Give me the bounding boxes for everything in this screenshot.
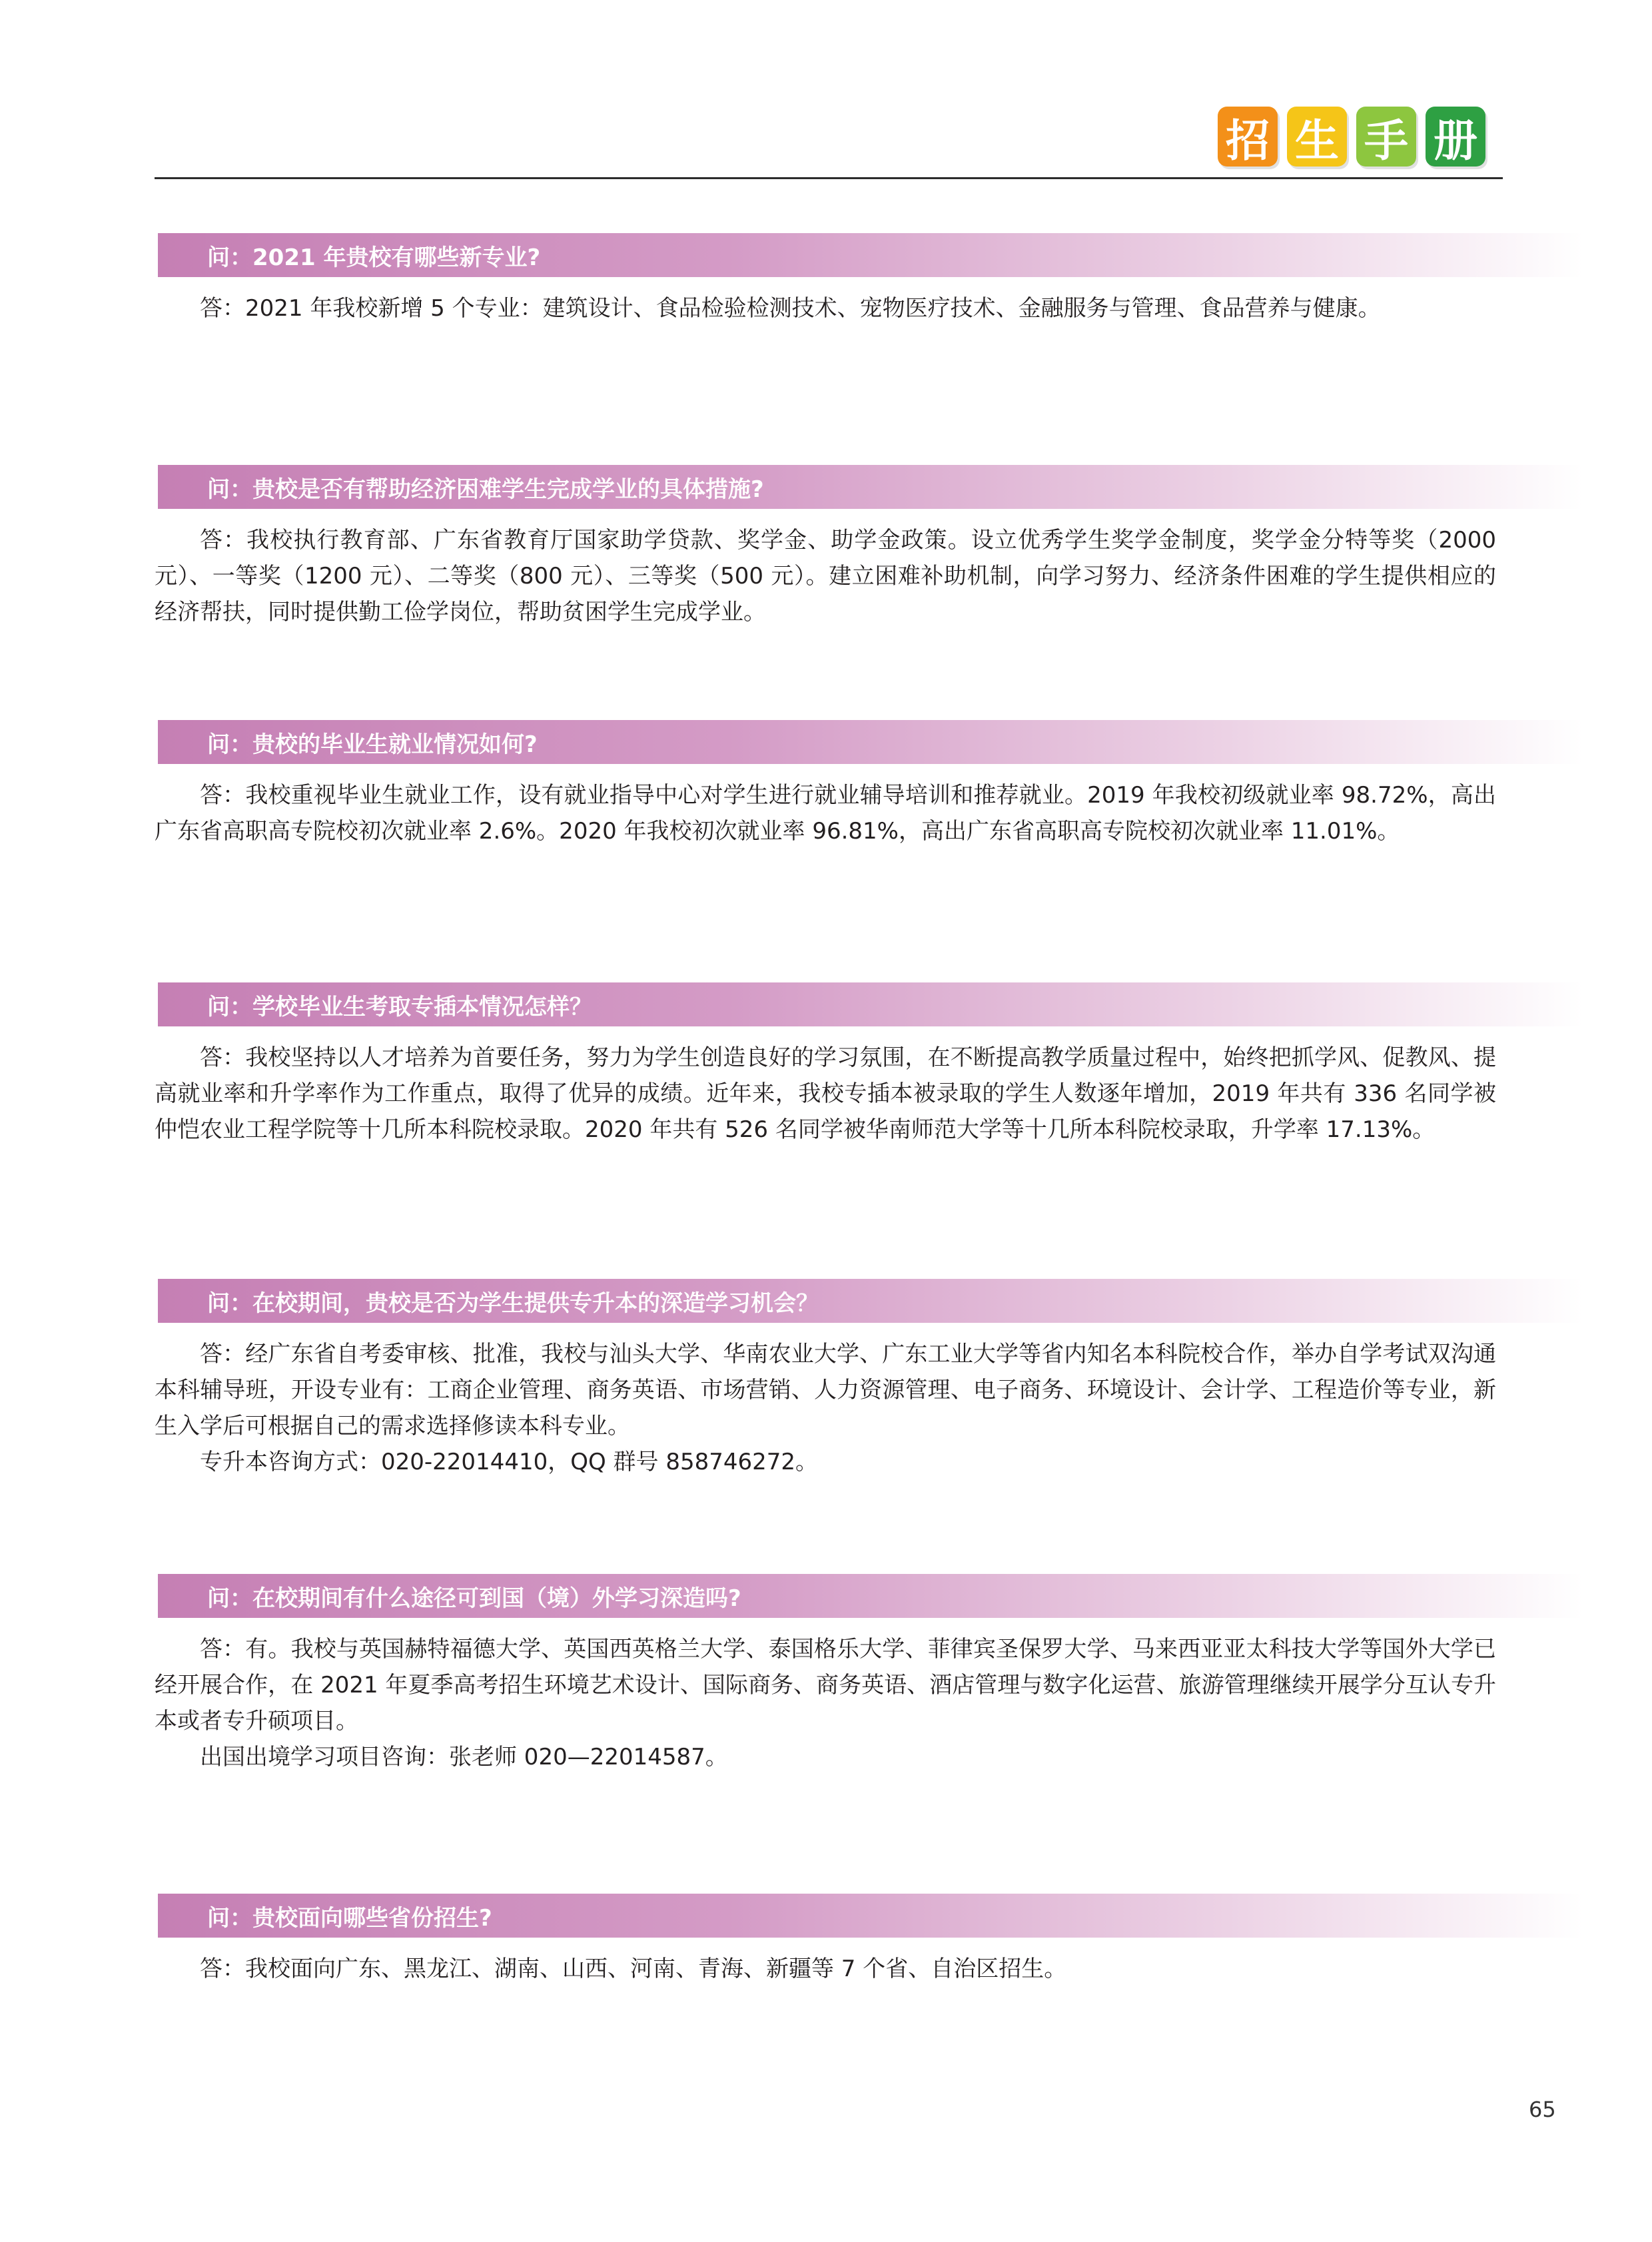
header-divider <box>155 177 1503 179</box>
contact-line: 出国出境学习项目咨询：张老师 020—22014587。 <box>200 1744 728 1770</box>
qa-item-2 <box>155 465 1503 630</box>
title-char-3: 手 <box>1356 107 1416 167</box>
question-bar: 问：贵校是否有帮助经济困难学生完成学业的具体措施? <box>158 465 1583 509</box>
qa-item-5 <box>155 1279 1503 1480</box>
answer-text: 答：有。我校与英国赫特福德大学、英国西英格兰大学、泰国格乐大学、菲律宾圣保罗大学、马来西亚亚太科技大学等国外大学已经开展合作，在 2021 年夏季高考招生环境艺术设计、国际商务、商务英语、酒店管理与数字化运营、旅游管理继续开展学分互认专升本或者专升硕项目。 <box>155 1636 1496 1734</box>
question-bar: 问：学校毕业生考取专插本情况怎样？ <box>158 982 1583 1026</box>
qa-item-1 <box>155 233 1503 326</box>
answer-text: 答：经广东省自考委审核、批准，我校与汕头大学、华南农业大学、广东工业大学等省内知名本科院校合作，举办自学考试双沟通本科辅导班，开设专业有：工商企业管理、商务英语、市场营销、人力资源管理、电子商务、环境设计、会计学、工程造价等专业，新生入学后可根据自己的需求选择修读本科专业。 <box>155 1341 1496 1439</box>
answer-text: 答：我校坚持以人才培养为首要任务，努力为学生创造良好的学习氛围，在不断提高教学质量过程中，始终把抓学风、促教风、提高就业率和升学率作为工作重点，取得了优异的成绩。近年来，我校专插本被录取的学生人数逐年增加，2019 年共有 336 名同学被仲恺农业工程学院等十几所本科院校录取。2020 年共有 526 名同学被华南师范大学等十几所本科院校录取，升学率 17.13%。 <box>155 1044 1496 1143</box>
answer-text: 答：我校面向广东、黑龙江、湖南、山西、河南、青海、新疆等 7 个省、自治区招生。 <box>200 1956 1067 1982</box>
answer-text: 答：2021 年我校新增 5 个专业：建筑设计、食品检验检测技术、宠物医疗技术、金融服务与管理、食品营养与健康。 <box>200 295 1381 322</box>
contact-line: 专升本咨询方式：020-22014410，QQ 群号 858746272。 <box>200 1449 819 1475</box>
title-char-1: 招 <box>1218 107 1278 167</box>
title-char-2: 生 <box>1287 107 1347 167</box>
qa-item-4 <box>155 982 1503 1148</box>
answer-text: 答：我校重视毕业生就业工作，设有就业指导中心对学生进行就业辅导培训和推荐就业。2019 年我校初级就业率 98.72%，高出广东省高职高专院校初次就业率 2.6%。2020 年我校初次就业率 96.81%，高出广东省高职高专院校初次就业率 11.01%。 <box>155 782 1496 845</box>
handbook-title <box>1218 107 1485 167</box>
title-char-4: 册 <box>1426 107 1485 167</box>
answer-text: 答：我校执行教育部、广东省教育厅国家助学贷款、奖学金、助学金政策。设立优秀学生奖学金制度，奖学金分特等奖（2000 元）、一等奖（1200 元）、二等奖（800 元）、三等奖（500 元）。建立困难补助机制，向学习努力、经济条件困难的学生提供相应的经济帮扶，同时提供勤工俭学岗位，帮助贫困学生完成学业。 <box>155 527 1496 625</box>
qa-item-7 <box>155 1894 1503 1987</box>
question-bar: 问：2021 年贵校有哪些新专业? <box>158 233 1583 277</box>
question-bar: 问：在校期间，贵校是否为学生提供专升本的深造学习机会？ <box>158 1279 1583 1323</box>
question-bar: 问：在校期间有什么途径可到国（境）外学习深造吗? <box>158 1574 1583 1618</box>
qa-item-3 <box>155 720 1503 849</box>
question-bar: 问：贵校面向哪些省份招生? <box>158 1894 1583 1938</box>
page-number: 65 <box>1529 2097 1556 2122</box>
qa-item-6 <box>155 1574 1503 1775</box>
question-bar: 问：贵校的毕业生就业情况如何? <box>158 720 1583 764</box>
